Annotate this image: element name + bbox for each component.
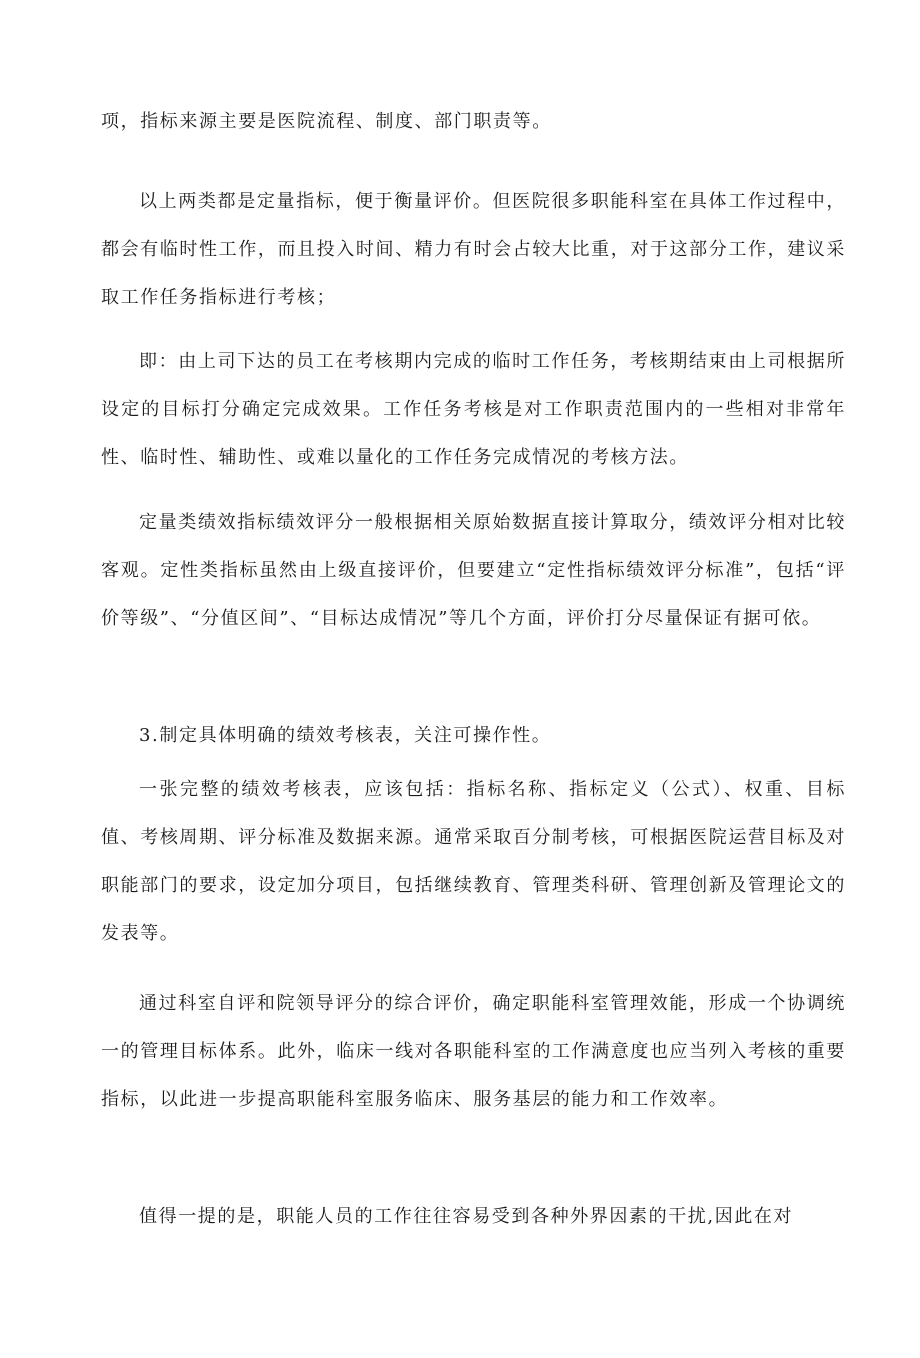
- paragraph-assessment-form: 一张完整的绩效考核表，应该包括：指标名称、指标定义（公式）、权重、目标值、考核周期、评分标准及数据来源。通常采取百分制考核，可根据医院运营目标及对职能部门的要求，设定加分项目，包括继续教育、管理类科研、管理创新及管理论文的发表等。: [101, 779, 846, 944]
- paragraph-scoring-standard: 定量类绩效指标绩效评分一般根据相关原始数据直接计算取分，绩效评分相对比较客观。定性类指标虽然由上级直接评价，但要建立“定性指标绩效评分标准”，包括“评价等级”、“分值区间”、“目标达成情况”等几个方面，评价打分尽量保证有据可依。: [101, 512, 846, 629]
- paragraph-task-assessment: 即：由上司下达的员工在考核期内完成的临时工作任务，考核期结束由上司根据所设定的目标打分确定完成效果。工作任务考核是对工作职责范围内的一些相对非常年性、临时性、辅助性、或难以量化的工作任务完成情况的考核方法。: [101, 351, 846, 468]
- paragraph-comprehensive-evaluation: 通过科室自评和院领导评分的综合评价，确定职能科室管理效能，形成一个协调统一的管理目标体系。此外，临床一线对各职能科室的工作满意度也应当列入考核的重要指标，以此进一步提高职能科室服务临床、服务基层的能力和工作效率。: [101, 993, 846, 1110]
- paragraph-quantitative-indicators: 以上两类都是定量指标，便于衡量评价。但医院很多职能科室在具体工作过程中，都会有临时性工作，而且投入时间、精力有时会占较大比重，对于这部分工作，建议采取工作任务指标进行考核；: [101, 191, 846, 308]
- paragraph-external-factors: 值得一提的是，职能人员的工作往往容易受到各种外界因素的干扰,因此在对: [139, 1206, 794, 1227]
- section-heading-3: 3.制定具体明确的绩效考核表，关注可操作性。: [139, 725, 552, 746]
- paragraph-continuation: 项，指标来源主要是医院流程、制度、部门职责等。: [101, 111, 552, 132]
